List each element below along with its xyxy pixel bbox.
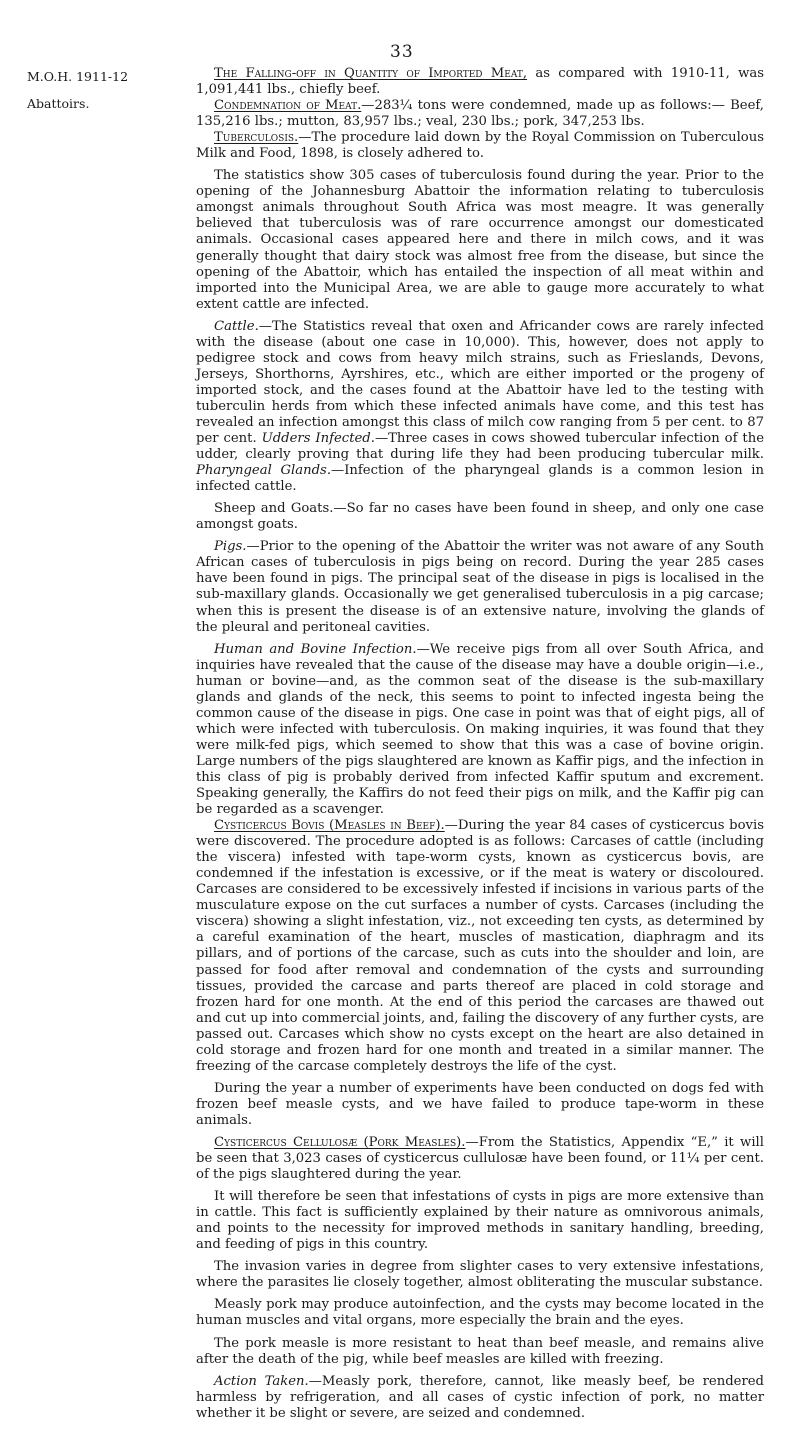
paragraph-text: The pork measle is more resistant to heat than beef measle, and remains alive after the death of the pig, while beef measles are killed with freezing. [196, 1335, 764, 1367]
paragraph-heading: Cysticercus Cellulosæ (Pork Measles). [214, 1135, 466, 1150]
paragraph-autoinfection [196, 1297, 764, 1329]
paragraph-text: Sheep and Goats.—So far no cases have been found in sheep, and only one case amongst goats. [196, 501, 764, 533]
paragraph-text: —We receive pigs from all over South Africa, and inquiries have revealed that the cause of the disease may have a double origin—i.e., human or bovine—and, as the common seat of the disease is the sub-maxillary glands and glands of the neck, this seems to point to infected ingesta being the common cause of the disease in pigs. One case in point was that of eight pigs, all of which were infected with tuberculosis. On making inquiries, it was found that they were milk-fed pigs, which seemed to show that this was a case of bovine origin. Large numbers of the pigs slaughtered are known as Kaffir pigs, and the infection in this class of pig is probably derived from infected Kaffir sputum and excrement. Speaking generally, the Kaffirs do not feed their pigs on milk, and the Kaffir pig can be regarded as a scavenger. [196, 641, 764, 818]
paragraph-heading: Tuberculosis. [214, 130, 299, 146]
paragraph-tuberculosis [196, 130, 764, 162]
pharyngeal-heading: Pharyngeal Glands. [196, 463, 332, 479]
paragraph-heading: Cysticercus Bovis (Measles in Beef). [214, 818, 445, 834]
paragraph-text: —Prior to the opening of the Abattoir the writer was not aware of any South African cases of tuberculosis in pigs being on record. During the year 285 cases have been found in pigs. The principal seat of the disease in pigs is localised in the sub-maxillary glands. Occasionally we get generalised tuberculosis in a pig carcase; when this is present the disease is of an extensive nature, involving the glands of the pleural and peritoneal cavities. [196, 539, 764, 635]
paragraph-cysticercus-cellulosae [196, 1135, 764, 1183]
paragraph-condemnation [196, 98, 764, 130]
paragraph-text: Measly pork may produce autoinfection, and the cysts may become located in the human muscles and vital organs, more especially the brain and the eyes. [196, 1297, 764, 1329]
paragraph-heading: Action Taken. [214, 1373, 309, 1389]
paragraph-text: —Measly pork, therefore, cannot, like measly beef, be rendered harmless by refrigeration, and all cases of cystic infection of pork, no matter whether it be slight or severe, are seized and condemned. [196, 1373, 765, 1421]
paragraph-imported-meat [196, 66, 764, 98]
paragraph-cattle [196, 319, 764, 496]
paragraph-statistics [196, 168, 764, 312]
paragraph-heading: Condemnation of Meat. [214, 98, 362, 114]
udders-heading: Udders Infected. [261, 431, 375, 447]
paragraph-heading: Pigs. [214, 539, 247, 555]
paragraph-dog-experiments [196, 1081, 764, 1129]
paragraph-cysticercus-bovis [196, 818, 764, 1075]
udders-text: —Three cases in cows showed tubercular infection of the udder, clearly proving that during life they had been producing tubercular milk. [196, 431, 764, 463]
paragraph-text: —The procedure laid down by the Royal Commission on Tuberculous Milk and Food, 1898, is closely adhered to. [196, 130, 764, 162]
paragraph-text: During the year a number of experiments have been conducted on dogs fed with frozen beef measle cysts, and we have failed to produce tape-worm in these animals. [196, 1080, 764, 1128]
paragraph-text: —During the year 84 cases of cysticercus bovis were discovered. The procedure adopted is as follows: Carcases of cattle (including the viscera) infested with tape-worm cysts, known as cysticercus bovis, are condemned if the infestation is excessive, or if the meat is watery or discoloured. Carcases are considered to be excessively infested if incisions in various parts of the musculature expose on the cut surfaces a number of cysts. Carcases (including the viscera) showing a slight infestation, viz., not exceeding ten cysts, as determined by a careful examination of the heart, muscles of mastication, diaphragm and its pillars, and of portions of the carcase, such as cuts into the shoulder and loin, are passed for food after removal and condemnation of the cysts and surrounding tissues, provided the carcase and parts thereof are placed in cold storage and frozen hard for one month. At the end of this period the carcases are thawed out and cut up into commercial joints, and, failing the discovery of any further cysts, are passed out. Carcases which show no cysts except on the heart are also detained in cold storage and frozen hard for one month and treated in a similar manner. The freezing of the carcase completely destroys the life of the cyst. [196, 818, 764, 1074]
report-body [196, 66, 764, 1422]
paragraph-infestations [196, 1189, 764, 1253]
paragraph-action-taken [196, 1374, 764, 1422]
paragraph-text: —The Statistics reveal that oxen and Africander cows are rarely infected with the disease (about one case in 10,000). This, however, does not apply to pedigree stock and cows from heavy milch strains, such as Frieslands, Devons, Jerseys, Shorthorns, Ayrshires, etc., which are either imported or the progeny of imported stock, and the cases found at the Abattoir have led to the testing with tuberculin herds from which these infected animals have come, and this test has revealed an infection amongst this class of milch cow ranging from 5 per cent. to 87 per cent. [196, 318, 764, 447]
margin-topic: Abattoirs. [27, 96, 90, 111]
paragraph-heading: The Falling-off in Quantity of Imported Meat, [214, 66, 528, 81]
paragraph-sheep-goats [196, 501, 764, 533]
paragraph-text: —From the Statistics, Appendix “E,” it will be seen that 3,023 cases of cysticercus cullulosæ have been found, or 11¼ per cent. of the pigs slaughtered during the year. [196, 1135, 764, 1183]
margin-reference: M.O.H. 1911-12 [27, 69, 129, 84]
pharyngeal-text: —Infection of the pharyngeal glands is a common lesion in infected cattle. [196, 463, 764, 495]
paragraph-text: The invasion varies in degree from slighter cases to very extensive infestations, where the parasites lie closely together, almost obliterating the muscular substance. [196, 1259, 764, 1291]
paragraph-pigs [196, 539, 764, 635]
page-number: 33 [390, 42, 414, 62]
paragraph-text: —283¼ tons were condemned, made up as follows:— Beef, 135,216 lbs.; mutton, 83,957 lbs.; veal, 230 lbs.; pork, 347,253 lbs. [196, 98, 764, 130]
paragraph-resistance [196, 1336, 764, 1368]
paragraph-text: The statistics show 305 cases of tuberculosis found during the year. Prior to the opening of the Johannesburg Abattoir the information relating to tuberculosis amongst animals throughout South Africa was most meagre. It was generally believed that tuberculosis was of rare occurrence amongst our domesticated animals. Occasional cases appeared here and there in milch cows, and it was generally thought that dairy stock was almost free from the disease, but since the opening of the Abattoir, which has entailed the inspection of all meat within and imported into the Municipal Area, we are able to gauge more accurately to what extent cattle are infected. [196, 168, 764, 312]
paragraph-text: It will therefore be seen that infestations of cysts in pigs are more extensive than in cattle. This fact is sufficiently explained by their nature as omnivorous animals, and points to the necessity for improved methods in sanitary handling, breeding, and feeding of pigs in this country. [196, 1189, 764, 1253]
paragraph-human-bovine [196, 642, 764, 819]
paragraph-text: as compared with 1910-11, was 1,091,441 lbs., chiefly beef. [196, 66, 764, 98]
paragraph-invasion [196, 1259, 764, 1291]
paragraph-heading: Human and Bovine Infection. [214, 641, 417, 657]
paragraph-heading: Cattle. [214, 318, 259, 334]
